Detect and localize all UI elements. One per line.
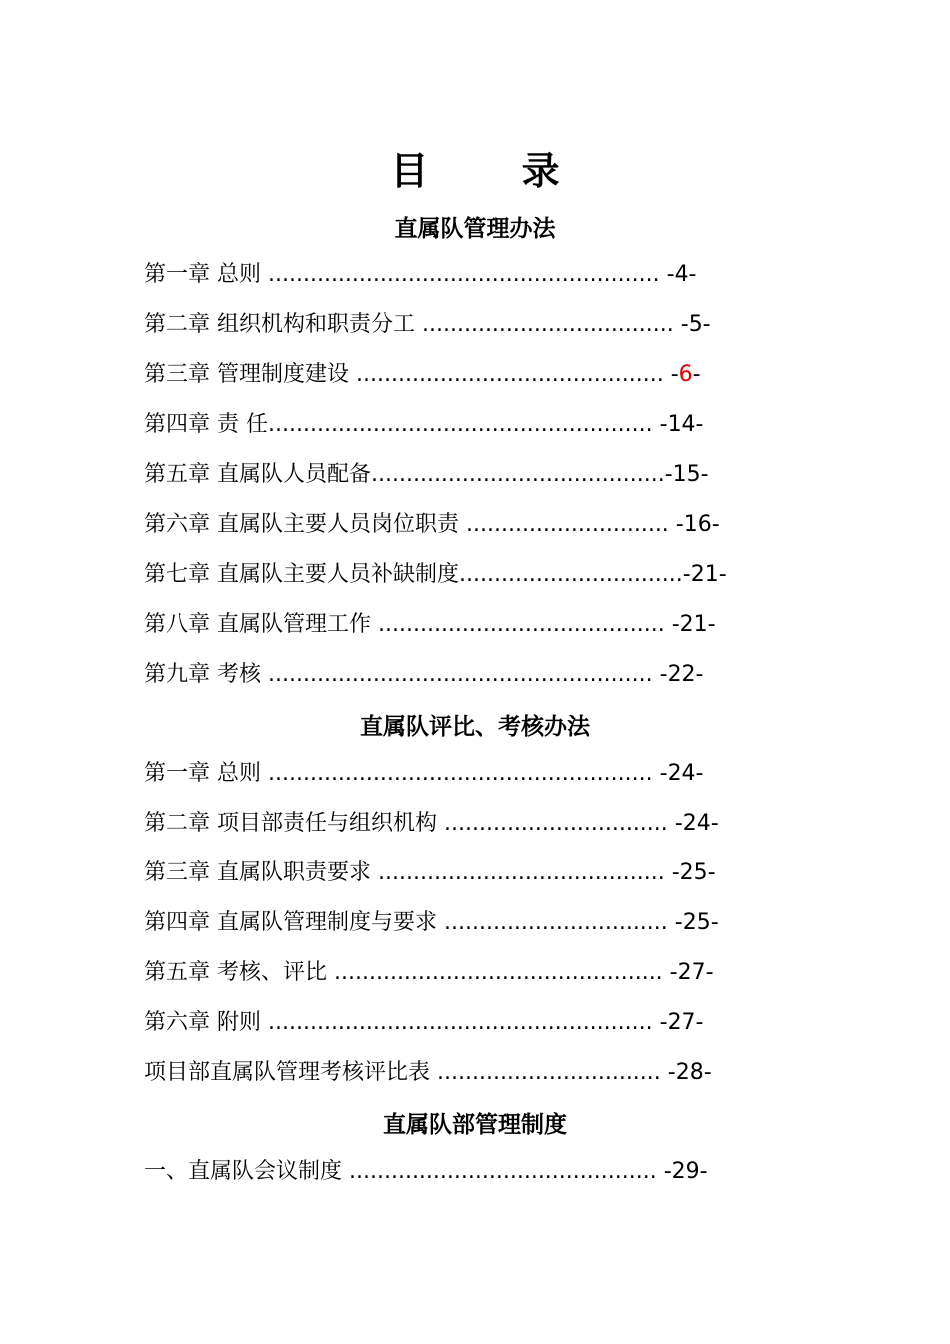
toc-leader-dots: ................................ [437, 1060, 668, 1085]
toc-entry[interactable] [144, 958, 714, 988]
toc-entry[interactable] [144, 660, 704, 690]
toc-entry-label: 第二章 组织机构和职责分工 [144, 312, 422, 337]
toc-leader-dots: ............................................... [334, 960, 670, 985]
toc-leader-dots: ............................................ [356, 362, 671, 387]
toc-entry[interactable] [144, 610, 716, 640]
toc-leader-dots: ................................ [444, 910, 675, 935]
toc-entry[interactable] [144, 460, 709, 490]
toc-page-number: -25- [674, 910, 719, 935]
toc-page-number: -22- [659, 662, 704, 687]
toc-leader-dots: ............................. [466, 512, 676, 537]
toc-page-suffix: - [692, 362, 701, 387]
toc-entry[interactable] [144, 908, 719, 938]
toc-entry[interactable] [144, 809, 719, 839]
toc-leader-dots: ....................................................... [268, 412, 660, 437]
toc-page-number: -21- [682, 562, 727, 587]
toc-page-number [671, 362, 701, 387]
toc-entry[interactable] [144, 310, 711, 340]
toc-page-number: -24- [659, 761, 704, 786]
toc-leader-dots: ................................ [459, 562, 683, 587]
toc-entry[interactable] [144, 410, 704, 440]
toc-page-number: -28- [667, 1060, 712, 1085]
toc-entry[interactable] [144, 360, 701, 390]
toc-page-number: -27- [659, 1010, 704, 1035]
toc-entry-label: 第八章 直属队管理工作 [144, 612, 378, 637]
toc-page-prefix: - [670, 362, 679, 387]
toc-page-number: -21- [671, 612, 716, 637]
toc-entry[interactable] [144, 858, 716, 888]
toc-page-number: -16- [675, 512, 720, 537]
toc-entry[interactable] [144, 1058, 712, 1088]
toc-entry-label: 项目部直属队管理考核评比表 [144, 1060, 437, 1085]
section-heading: 直属队评比、考核办法 [360, 714, 590, 740]
toc-entry[interactable] [144, 1008, 704, 1038]
toc-leader-dots: ....................................................... [268, 761, 660, 786]
section-heading: 直属队管理办法 [394, 216, 556, 242]
toc-page-number: -15- [664, 462, 709, 487]
toc-leader-dots: ................................ [444, 811, 675, 836]
toc-leader-dots: ....................................................... [268, 662, 660, 687]
toc-leader-dots: ....................................................... [268, 1010, 660, 1035]
toc-entry[interactable] [144, 560, 727, 590]
toc-leader-dots: .......................................... [371, 462, 665, 487]
toc-entry-label: 第九章 考核 [144, 662, 268, 687]
toc-page-number: -27- [669, 960, 714, 985]
toc-entry-label: 第一章 总则 [144, 761, 268, 786]
toc-entry-label: 第六章 直属队主要人员岗位职责 [144, 512, 466, 537]
toc-entry-label: 第四章 责 任 [144, 412, 268, 437]
toc-entry[interactable] [144, 759, 704, 789]
page-title: 目 录 [390, 149, 600, 193]
toc-entry-label: 第五章 直属队人员配备 [144, 462, 371, 487]
toc-leader-dots: ......................................... [378, 612, 672, 637]
toc-entry-label: 第一章 总则 [144, 262, 268, 287]
toc-page-number: -24- [674, 811, 719, 836]
toc-entry[interactable] [144, 260, 697, 290]
toc-page-number: -5- [680, 312, 711, 337]
toc-page-number: -29- [663, 1159, 708, 1184]
toc-entry[interactable] [144, 510, 720, 540]
toc-leader-dots: .................................... [422, 312, 681, 337]
toc-entry-label: 第三章 管理制度建设 [144, 362, 356, 387]
toc-leader-dots: ............................................ [349, 1159, 664, 1184]
toc-entry-label: 第六章 附则 [144, 1010, 268, 1035]
toc-entry[interactable] [144, 1157, 708, 1187]
toc-page-accent: 6 [678, 362, 693, 387]
toc-entry-label: 第二章 项目部责任与组织机构 [144, 811, 444, 836]
toc-entry-label: 第五章 考核、评比 [144, 960, 334, 985]
toc-leader-dots: ......................................... [378, 860, 672, 885]
toc-page-number: -14- [659, 412, 704, 437]
toc-entry-label: 一、直属队会议制度 [144, 1159, 349, 1184]
toc-entry-label: 第四章 直属队管理制度与要求 [144, 910, 444, 935]
toc-leader-dots: ........................................................ [268, 262, 667, 287]
toc-page-number: -4- [666, 262, 697, 287]
toc-entry-label: 第三章 直属队职责要求 [144, 860, 378, 885]
section-heading: 直属队部管理制度 [383, 1112, 567, 1138]
toc-page-number: -25- [671, 860, 716, 885]
toc-entry-label: 第七章 直属队主要人员补缺制度 [144, 562, 459, 587]
